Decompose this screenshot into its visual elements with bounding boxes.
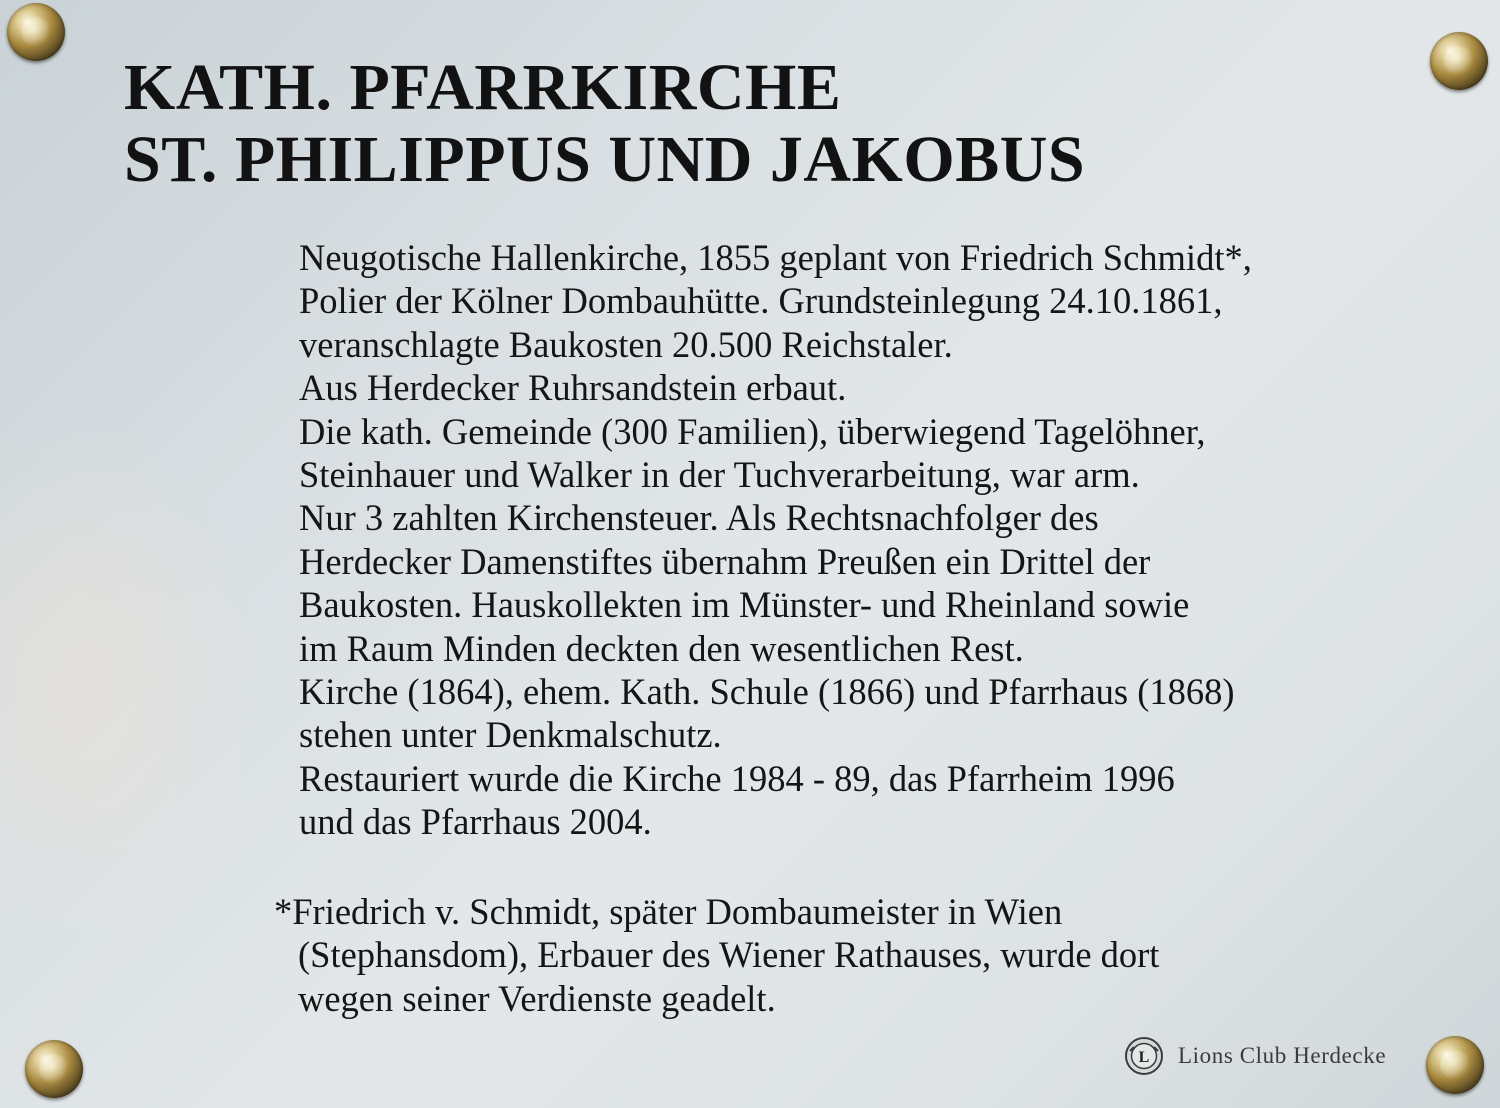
light-reflection [0,420,260,940]
sponsor-credit [1124,1036,1386,1076]
title-line: KATH. PFARRKIRCHE [124,51,842,124]
footnote-line: (Stephansdom), Erbauer des Wiener Rathauses, wurde dort [298,934,1160,976]
lions-club-emblem-icon [1124,1036,1164,1076]
sponsor-name: Lions Club Herdecke [1178,1043,1387,1068]
footnote-line: wegen seiner Verdienste geadelt. [298,977,776,1019]
body-line: Restauriert wurde die Kirche 1984 - 89, das Pfarrheim 1996 [299,757,1175,799]
body-line: Baukosten. Hauskollekten im Münster- und Rheinland sowie [299,584,1190,626]
screw-cap-bottom-right-icon [1426,1036,1484,1094]
body-line: im Raum Minden deckten den wesentlichen Rest. [299,627,1024,669]
body-line: Die kath. Gemeinde (300 Familien), überwiegend Tagelöhner, [299,410,1206,452]
body-line: Nur 3 zahlten Kirchensteuer. Als Rechtsnachfolger des [299,497,1099,539]
screw-cap-top-right-icon [1430,32,1488,90]
screw-cap-bottom-left-icon [25,1040,83,1098]
body-line: veranschlagte Baukosten 20.500 Reichstaler. [299,323,953,365]
plaque-body [299,236,1252,844]
body-line: stehen unter Denkmalschutz. [299,714,722,756]
emblem-letter: L [1138,1049,1150,1066]
plaque-footnote [274,890,1159,1020]
body-line: Polier der Kölner Dombauhütte. Grundsteinlegung 24.10.1861, [299,280,1223,322]
body-line: Kirche (1864), ehem. Kath. Schule (1866) und Pfarrhaus (1868) [299,671,1235,713]
plaque-title [124,52,1085,196]
title-line: ST. PHILIPPUS UND JAKOBUS [124,123,1086,196]
body-line: Aus Herdecker Ruhrsandstein erbaut. [299,367,847,409]
footnote-line: *Friedrich v. Schmidt, später Dombaumeister in Wien [274,891,1063,932]
body-line: und das Pfarrhaus 2004. [299,801,652,843]
body-line: Herdecker Damenstiftes übernahm Preußen ein Drittel der [299,540,1151,582]
body-line: Neugotische Hallenkirche, 1855 geplant von Friedrich Schmidt*, [299,237,1252,278]
screw-cap-top-left-icon [7,3,65,61]
body-line: Steinhauer und Walker in der Tuchverarbeitung, war arm. [299,454,1140,496]
